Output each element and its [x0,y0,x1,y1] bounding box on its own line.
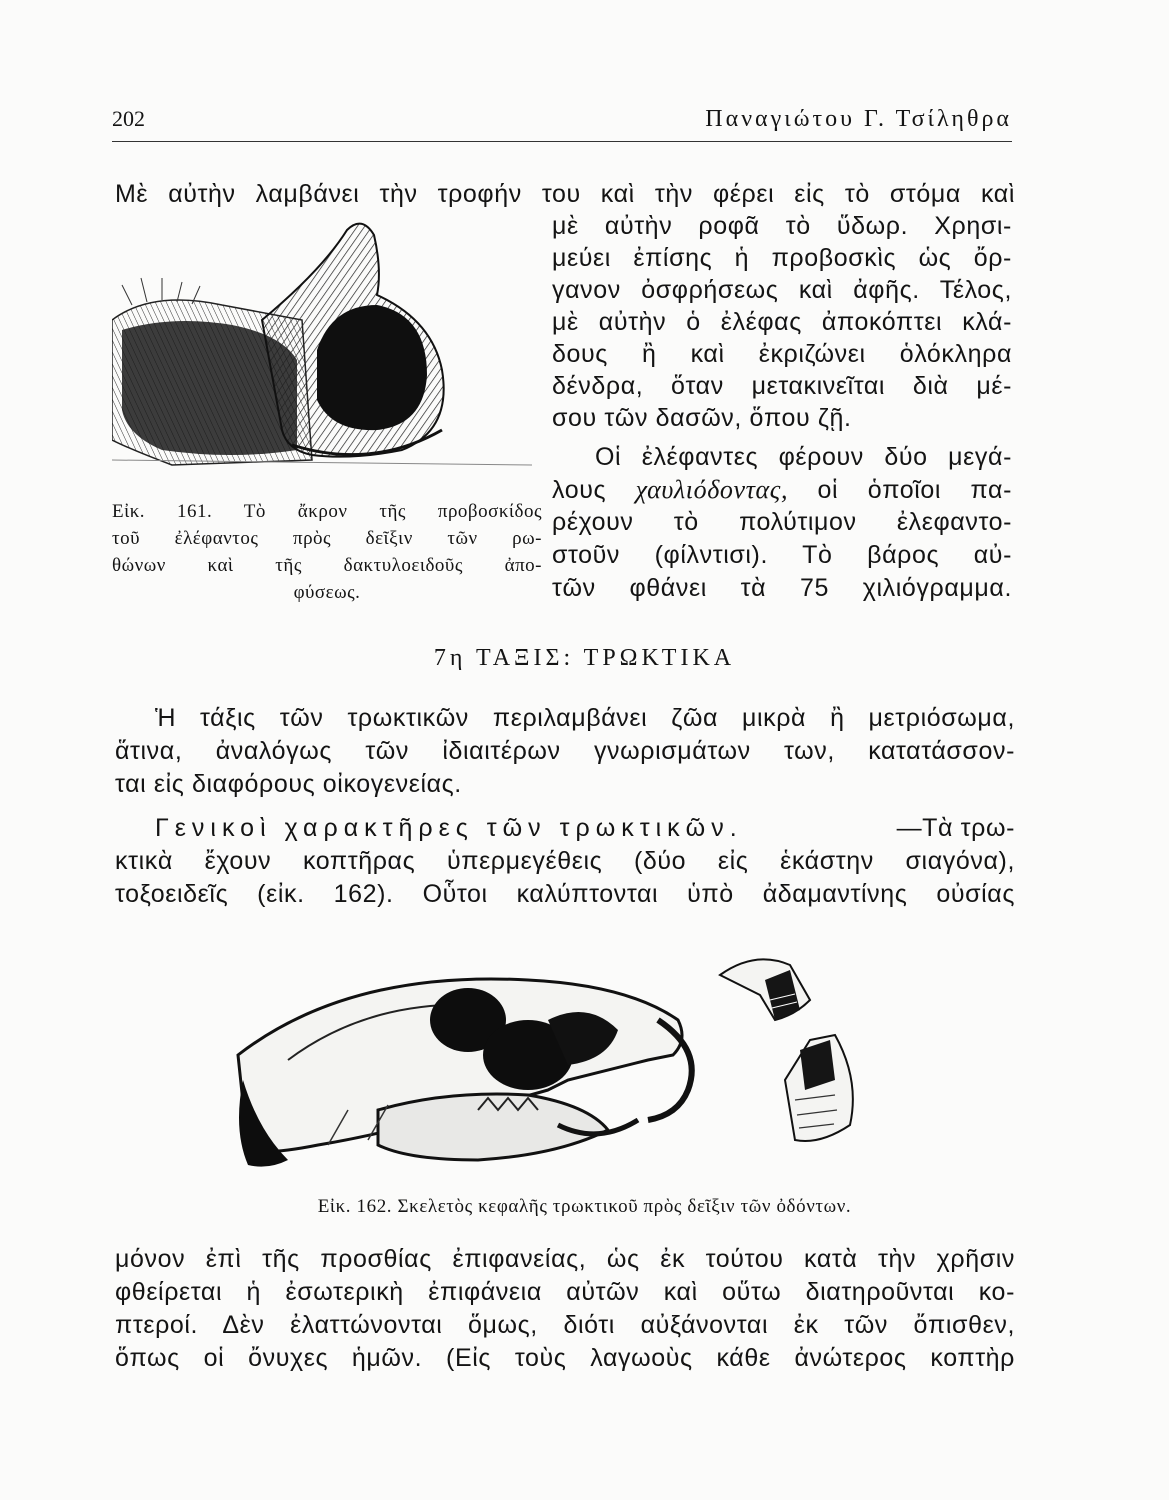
figure-162-caption: Εἰκ. 162. Σκελετὸς κεφαλῆς τρωκτικοῦ πρὸς δεῖξιν τῶν ὀδόντων. [317,1196,852,1217]
caption-line: φύσεως. [293,582,361,603]
caption-line: τοῦ ἐλέφαντος πρὸς δεῖξιν τῶν ρω- [112,528,542,549]
italic-term: χαυλιόδοντας, [635,475,789,504]
rodent-skull-illustration [228,960,718,1175]
trunk-tip-illustration [112,210,532,490]
text-line: φθείρεται ἡ ἐσωτερικὴ ἐπιφάνεια αὐτῶν καὶ οὕτω διατηροῦνται κο- [115,1278,1015,1306]
caption-line: Εἰκ. 161. Τὸ ἄκρον τῆς προβοσκίδος [112,501,542,522]
page-header [112,106,1012,136]
text-line: κτικὰ ἔχουν κοπτῆρας ὑπερμεγέθεις (δύο εἰς ἑκάστην σιαγόνα), [115,847,1015,875]
text-line: τοξοειδεῖς (εἰκ. 162). Οὗτοι καλύπτονται ὑπὸ ἀδαμαντίνης οὐσίας [115,880,1015,908]
text-line: λους χαυλιόδοντας, οἱ ὁποῖοι πα- [552,475,1012,504]
text-line: ρέχουν τὸ πολύτιμον ἐλεφαντο- [552,508,1012,536]
figure-161-caption [112,498,542,606]
text-line: μὲ αὐτὴν ροφᾶ τὸ ὕδωρ. Χρησι- [552,212,1012,240]
text-line: σου τῶν δασῶν, ὅπου ζῇ. [552,404,852,432]
text-line: πτεροί. Δὲν ἐλαττώνονται ὅμως, διότι αὐξάνονται ἐκ τῶν ὄπισθεν, [115,1311,1015,1339]
text-line: δένδρα, ὅταν μετακινεῖται διὰ μέ- [552,372,1012,400]
text-line: γανον ὀσφρήσεως καὶ ἀφῆς. Τέλος, [552,276,1012,304]
text-line: μεύει ἐπίσης ἡ προβοσκὶς ὡς ὄρ- [552,244,1012,272]
section-title: 7η ΤΑΞΙΣ: ΤΡΩΚΤΙΚΑ [433,645,736,671]
caption-line: θώνων καὶ τῆς δακτυλοειδοῦς ἀπο- [112,555,542,576]
text-line: Ἡ τάξις τῶν τρωκτικῶν περιλαμβάνει ζῶα μικρὰ ἢ μετριόσωμα, [155,704,1015,732]
text-line: ται εἰς διαφόρους οἰκογενείας. [115,770,462,798]
text-line: ἅτινα, ἀναλόγως τῶν ἰδιαιτέρων γνωρισμάτων των, κατατάσσον- [115,737,1015,765]
text-line: ὅπως οἱ ὄνυχες ἡμῶν. (Εἰς τοὺς λαγωοὺς κάθε ἀνώτερος κοπτὴρ [115,1344,1015,1372]
text-line: τῶν φθάνει τὰ 75 χιλιόγραμμα. [552,574,1012,602]
text-line: Γενικοὶ χαρακτῆρες τῶν τρωκτικῶν. —Τὰ τρω- [155,814,1015,842]
text-line: μόνον ἐπὶ τῆς προσθίας ἐπιφανείας, ὡς ἐκ τούτου κατὰ τὴν χρῆσιν [115,1245,1015,1273]
text-line: Οἱ ἐλέφαντες φέρουν δύο μεγά- [595,443,1012,471]
page-number: 202 [112,106,145,131]
text-line: Μὲ αὐτὴν λαμβάνει τὴν τροφήν του καὶ τὴν φέρει εἰς τὸ στόμα καὶ [115,180,1015,208]
text-line: δους ἢ καὶ ἐκριζώνει ὁλόκληρα [552,340,1012,368]
incisor-detail-illustration [700,940,880,1150]
characteristics-heading: Γενικοὶ χαρακτῆρες τῶν τρωκτικῶν. [155,814,743,842]
text-line: μὲ αὐτὴν ὁ ἐλέφας ἀποκόπτει κλά- [552,308,1012,336]
text-line: στοῦν (φίλντισι). Τὸ βάρος αὐ- [552,541,1012,569]
header-rule [112,141,1012,142]
running-title: Παναγιώτου Γ. Τσίληθρα [705,106,1012,132]
